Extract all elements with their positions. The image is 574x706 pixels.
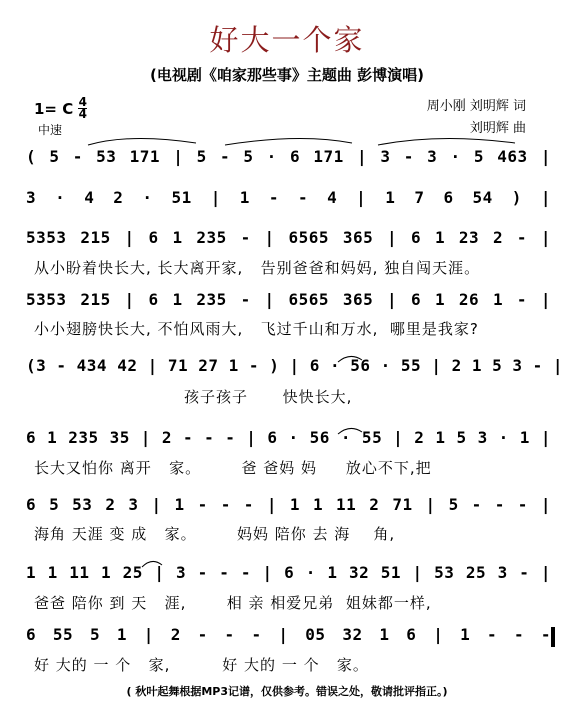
slur-mark [88, 138, 196, 145]
slur-mark [142, 561, 162, 567]
lyrics-line-9: 好 大的 一 个 家, 好 大的 一 个 家。 [34, 656, 369, 674]
notes-line-9: 6 55 5 1 | 2 - - - | 05 32 1 6 | 1 - - - [26, 625, 551, 644]
notes-line-3: 5353 215 | 6 1 235 - | 6565 365 | 6 1 23 2 - | [26, 228, 551, 247]
notes-line-1: ( 5 - 53 171 | 5 - 5 · 6 171 | 3 - 3 · 5 463 | [26, 147, 551, 166]
time-top: 4 [78, 95, 87, 109]
time-bottom: 4 [78, 107, 87, 121]
notes-line-8: 1 1 11 1 25 | 3 - - - | 6 · 1 32 51 | 53 25 3 - | [26, 563, 551, 582]
lyrics-line-7: 海角 天涯 变 成 家。 妈妈 陪你 去 海 角, [34, 525, 396, 543]
lyricist-credit: 周小刚 刘明辉 词 [426, 99, 526, 114]
footer-note: ( 秋叶起舞根据MP3记谱，仅供参考。错误之处，敬请批评指正。) [126, 685, 448, 698]
song-title: 好大一个家 [209, 23, 365, 57]
key-label: 1= C [34, 99, 74, 118]
lyrics-line-4: 小小翅膀快长大, 不怕风雨大, 飞过千山和万水, 哪里是我家? [34, 320, 479, 338]
notes-line-7: 6 5 53 2 3 | 1 - - - | 1 1 11 2 71 | 5 - - - | [26, 495, 551, 514]
slur-mark [378, 138, 515, 145]
lyrics-line-8: 爸爸 陪你 到 天 涯, 相 亲 相爱兄弟 姐妹都一样, [34, 594, 432, 612]
notes-line-4: 5353 215 | 6 1 235 - | 6565 365 | 6 1 26 1 - | [26, 290, 551, 309]
lyrics-line-6: 长大又怕你 离开 家。 爸 爸妈 妈 放心不下,把 [34, 459, 432, 477]
song-subtitle: (电视剧《咱家那些事》主题曲 彭博演唱) [150, 66, 424, 84]
composer-credit: 刘明辉 曲 [469, 121, 526, 136]
tempo-mark: 中速 [38, 123, 63, 137]
notes-line-5: (3 - 434 42 | 71 27 1 - ) | 6 · 56 · 55 | 2 1 5 3 - | [26, 356, 564, 375]
notes-line-2: 3 · 4 2 · 51 | 1 - - 4 | 1 7 6 54 ) | [26, 188, 551, 207]
notes-line-6: 6 1 235 35 | 2 - - - | 6 · 56 · 55 | 2 1 5 3 · 1 | [26, 428, 551, 447]
lyrics-line-3: 从小盼着快长大, 长大离开家, 告别爸爸和妈妈, 独自闯天涯。 [34, 259, 481, 277]
slur-mark [338, 356, 362, 362]
lyrics-line-5: 孩子孩子 快快长大, [34, 388, 353, 406]
slur-mark [338, 428, 362, 434]
slur-mark [225, 138, 352, 145]
